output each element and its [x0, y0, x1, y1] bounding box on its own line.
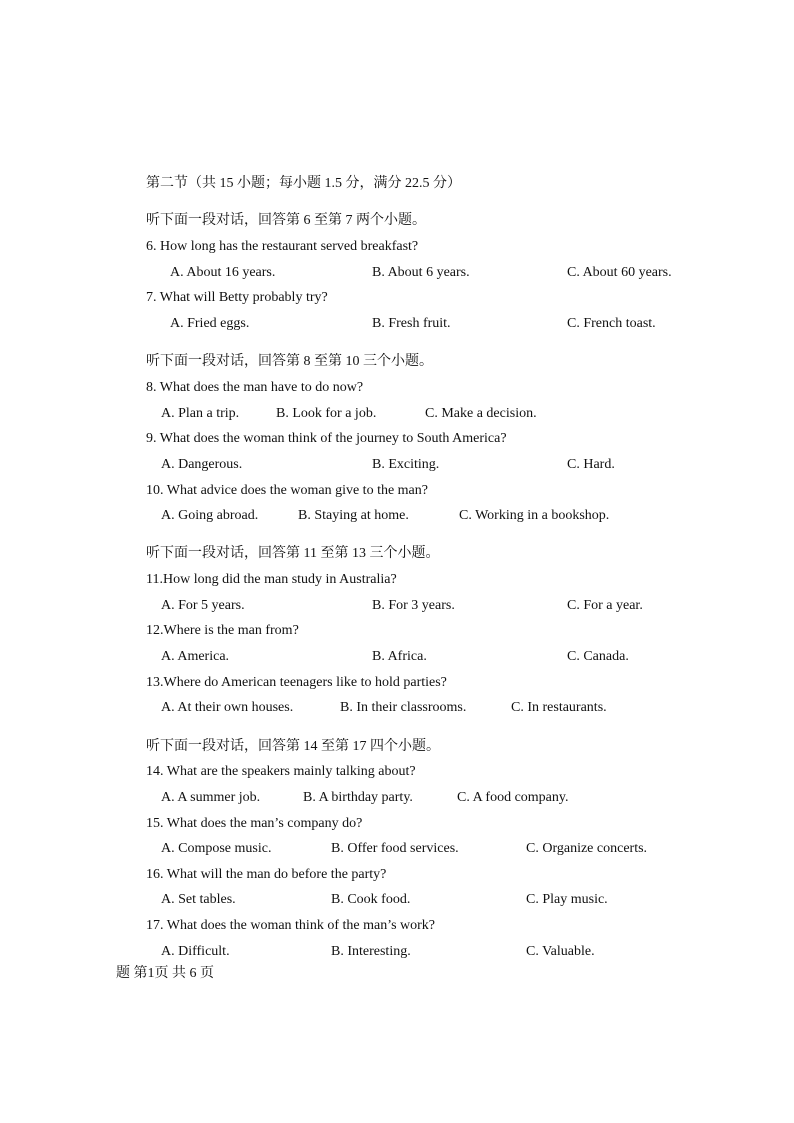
option-14b: B. A birthday party. [303, 790, 413, 805]
option-10a: A. Going abroad. [161, 508, 259, 523]
question-8: 8. What does the man have to do now? [146, 380, 364, 395]
question-6: 6. How long has the restaurant served breakfast? [146, 239, 419, 254]
option-16a: A. Set tables. [161, 892, 236, 907]
page-footer: 题 第1页 共 6 页 [116, 966, 214, 981]
option-12b: B. Africa. [372, 649, 427, 664]
option-12c: C. Canada. [567, 649, 629, 664]
option-8a: A. Plan a trip. [161, 406, 240, 421]
option-16b: B. Cook food. [331, 892, 411, 907]
option-6a: A. About 16 years. [170, 265, 276, 280]
option-6b: B. About 6 years. [372, 265, 470, 280]
group-instruction: 听下面一段对话，回答第 11 至第 13 三个小题。 [146, 546, 440, 561]
question-16: 16. What will the man do before the party? [146, 867, 387, 882]
option-15b: B. Offer food services. [331, 841, 459, 856]
option-12a: A. America. [161, 649, 230, 664]
option-14c: C. A food company. [457, 790, 569, 805]
option-7c: C. French toast. [567, 316, 656, 331]
question-7: 7. What will Betty probably try? [146, 290, 328, 305]
question-10: 10. What advice does the woman give to the man? [146, 483, 428, 498]
option-7b: B. Fresh fruit. [372, 316, 451, 331]
option-10c: C. Working in a bookshop. [459, 508, 610, 523]
option-8b: B. Look for a job. [276, 406, 377, 421]
question-9: 9. What does the woman think of the journey to South America? [146, 431, 507, 446]
question-14: 14. What are the speakers mainly talking about? [146, 764, 416, 779]
option-13c: C. In restaurants. [511, 700, 607, 715]
group-instruction: 听下面一段对话，回答第 6 至第 7 两个小题。 [146, 213, 426, 228]
option-9b: B. Exciting. [372, 457, 440, 472]
option-16c: C. Play music. [526, 892, 608, 907]
option-17a: A. Difficult. [161, 944, 230, 959]
section-title: 第二节（共 15 小题；每小题 1.5 分，满分 22.5 分） [146, 176, 461, 191]
option-9c: C. Hard. [567, 457, 615, 472]
option-17c: C. Valuable. [526, 944, 595, 959]
question-11: 11.How long did the man study in Australia? [146, 572, 397, 587]
option-13a: A. At their own houses. [161, 700, 294, 715]
group-instruction: 听下面一段对话，回答第 14 至第 17 四个小题。 [146, 739, 440, 754]
option-15a: A. Compose music. [161, 841, 272, 856]
option-13b: B. In their classrooms. [340, 700, 467, 715]
option-17b: B. Interesting. [331, 944, 411, 959]
option-11b: B. For 3 years. [372, 598, 455, 613]
question-15: 15. What does the man’s company do? [146, 816, 363, 831]
option-8c: C. Make a decision. [425, 406, 537, 421]
option-11c: C. For a year. [567, 598, 643, 613]
question-13: 13.Where do American teenagers like to hold parties? [146, 675, 447, 690]
option-14a: A. A summer job. [161, 790, 261, 805]
group-instruction: 听下面一段对话，回答第 8 至第 10 三个小题。 [146, 354, 433, 369]
option-15c: C. Organize concerts. [526, 841, 648, 856]
question-12: 12.Where is the man from? [146, 623, 299, 638]
option-11a: A. For 5 years. [161, 598, 245, 613]
option-10b: B. Staying at home. [298, 508, 409, 523]
option-6c: C. About 60 years. [567, 265, 672, 280]
question-17: 17. What does the woman think of the man’s work? [146, 918, 436, 933]
option-7a: A. Fried eggs. [170, 316, 250, 331]
option-9a: A. Dangerous. [161, 457, 243, 472]
